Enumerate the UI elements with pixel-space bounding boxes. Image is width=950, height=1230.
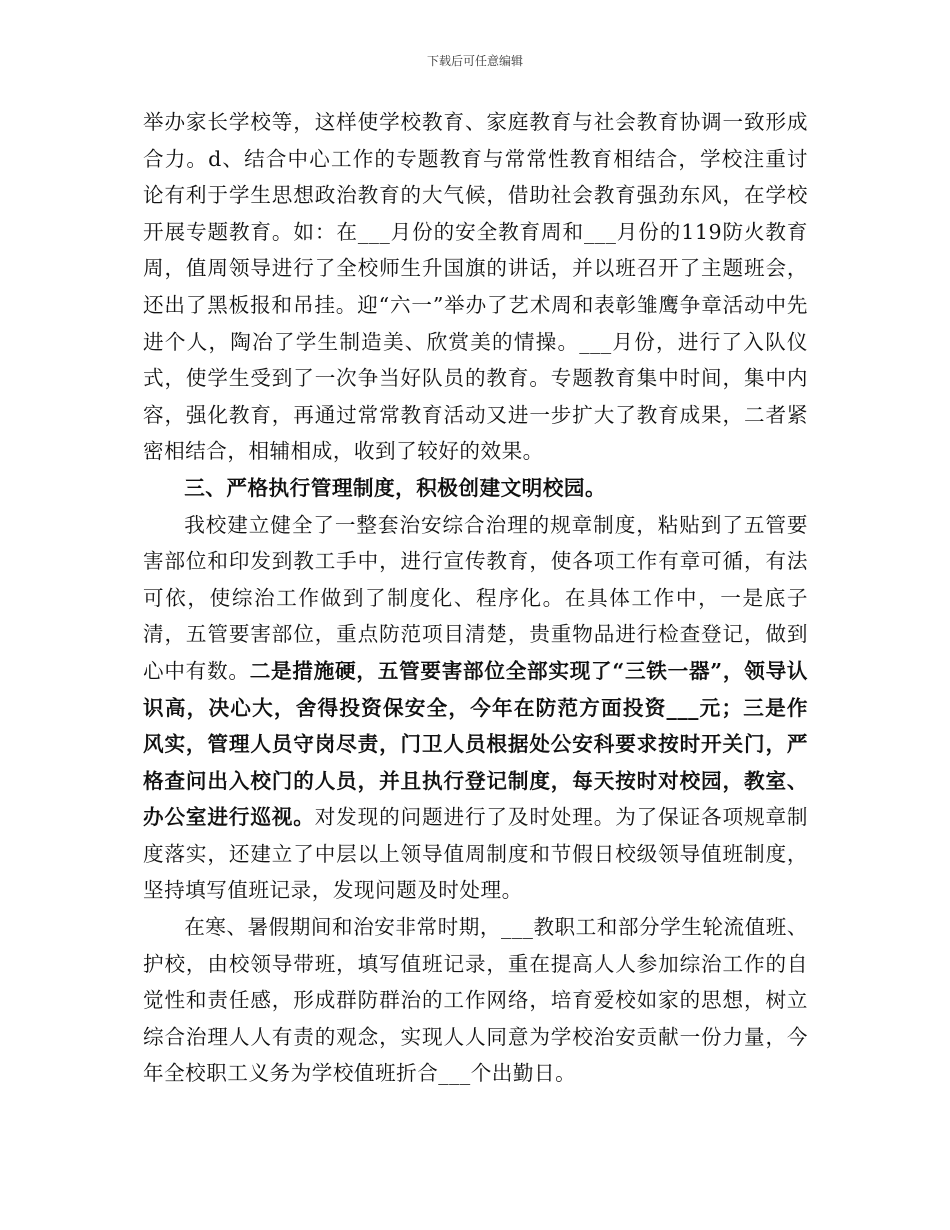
page-header: 下载后可任意编辑 <box>426 54 523 68</box>
text-run-normal: 我校建立健全了一整套治安综合治理的规章制度，粘贴到了五管要害部位和印发到教工手中，进行宣传教育，使各项工作有章可循，有法可依，使综治工作做到了制度化、程序化。在具体工作中，一是底子清，五管要害部位，重点防范项目清楚，贵重物品进行检查登记，做到心中有数。 <box>143 512 808 683</box>
paragraph-holiday-duty: 在寒、暑假期间和治安非常时期，___教职工和部分学生轮流值班、护校，由校领导带班，填写值班记录，重在提高人人参加综治工作的自觉性和责任感，形成群防群治的工作网络，培育爱校如家的思想，树立综合治理人人有责的观念，实现人人同意为学校治安贡献一份力量，今年全校职工义务为学校值班折合___个出勤日。 <box>143 915 808 1086</box>
text-run-bold: 二是措施硬，五管要害部位全部实现了“三铁一器”，领导认识高，决心大，舍得投资保安全，今年在防范方面投资___元；三是作风实，管理人员守岗尽责，门卫人员根据处公安科要求按时开关门，严格查问出入校门的人员，并且执行登记制度，每天按时对校园，教室、办公室进行巡视。 <box>143 658 808 830</box>
paragraph-management-rules <box>143 507 808 910</box>
section-heading-3: 三、严格执行管理制度，积极创建文明校园。 <box>184 475 607 500</box>
text-run-normal: 对发现的问题进行了及时处理。为了保证各项规章制度落实，还建立了中层以上领导值周制度和节假日校级领导值班制度，坚持填写值班记录，发现问题及时处理。 <box>143 805 809 903</box>
document-body <box>143 104 808 1092</box>
paragraph-continuation: 举办家长学校等，这样使学校教育、家庭教育与社会教育协调一致形成合力。d、结合中心工作的专题教育与常常性教育相结合，学校注重讨论有利于学生思想政治教育的大气候，借助社会教育强劲东风，在学校开展专题教育。如：在___月份的安全教育周和___月份的119防火教育周，值周领导进行了全校师生升国旗的讲话，并以班召开了主题班会，还出了黑板报和吊挂。迎“六一”举办了艺术周和表彰雏鹰争章活动中先进个人，陶冶了学生制造美、欣赏美的情操。___月份，进行了入队仪式，使学生受到了一次争当好队员的教育。专题教育集中时间，集中内容，强化教育，再通过常常教育活动又进一步扩大了教育成果，二者紧密相结合，相辅相成，收到了较好的效果。 <box>143 110 808 464</box>
